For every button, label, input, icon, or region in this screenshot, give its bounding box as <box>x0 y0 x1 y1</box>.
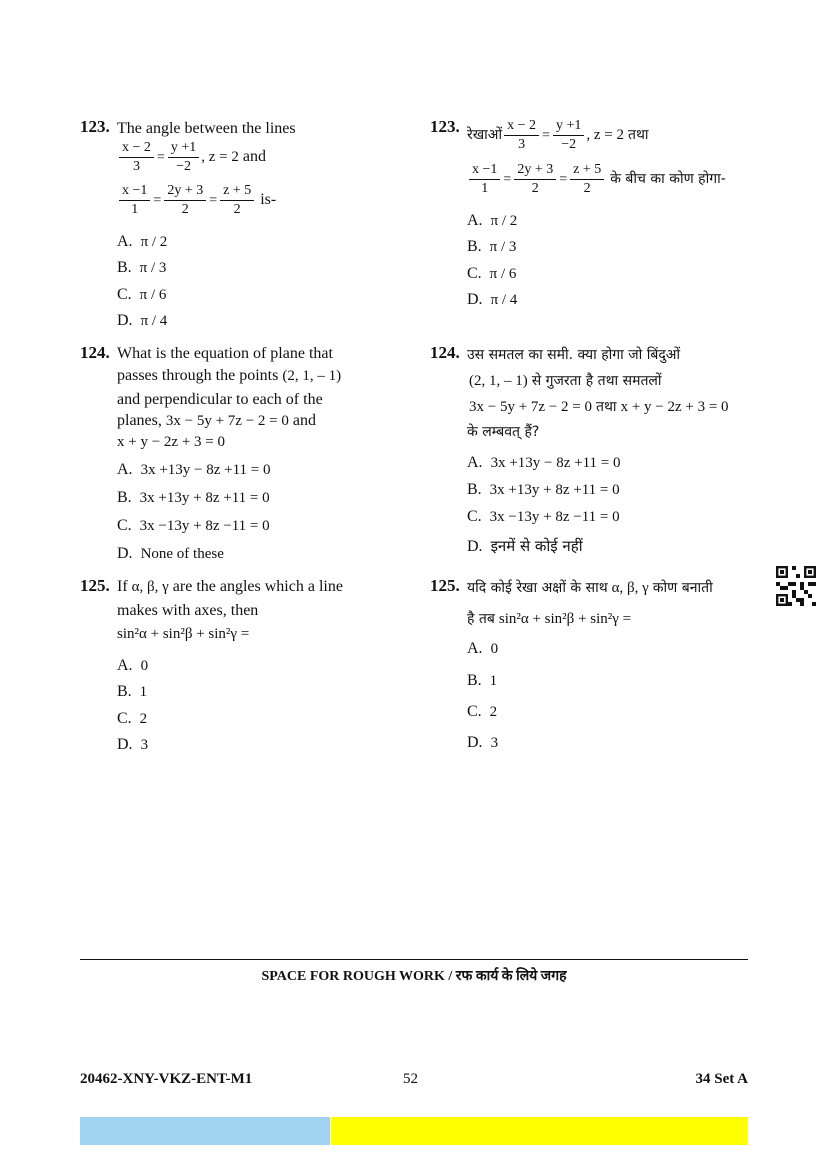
option-c[interactable] <box>117 286 166 304</box>
connector-text: is- <box>260 191 277 209</box>
question-text: The angle between the lines <box>117 120 296 137</box>
option-label: A. <box>117 461 133 478</box>
option-d[interactable] <box>117 312 167 330</box>
fraction <box>504 117 539 154</box>
question-text <box>117 412 316 430</box>
denominator: 2 <box>531 181 539 196</box>
fraction <box>164 182 206 219</box>
option-text: π / 3 <box>489 239 517 255</box>
option-a[interactable] <box>117 657 148 675</box>
option-label: C. <box>467 508 482 525</box>
plane-equation: 3x − 5y + 7z − 2 = 0 <box>469 399 592 415</box>
option-label: A. <box>467 454 483 471</box>
question-text <box>117 578 343 596</box>
greek-letters: α, β, γ <box>611 580 649 596</box>
question-text <box>467 609 631 628</box>
denominator: 1 <box>481 181 489 196</box>
option-text: 1 <box>489 673 498 689</box>
connector-text: and <box>292 412 316 429</box>
equation-line: $\frac{x -1}{1}$ = $\frac{2y + 3}{2}$ = $\frac{z + 5}{2}$ is- <box>117 182 276 219</box>
fraction <box>168 139 199 176</box>
point-coordinates: (2, 1, – 1) <box>469 373 528 389</box>
denominator: −2 <box>176 159 191 174</box>
option-text: π / 4 <box>140 313 168 329</box>
option-text: π / 2 <box>490 213 518 229</box>
numerator: z + 5 <box>570 161 604 180</box>
denominator: 1 <box>131 202 139 217</box>
question-text-part: से गुजरता है तथा समतलों <box>531 373 662 389</box>
equation-line: रेखाओं $\frac{x - 2}{3}$ = $\frac{y +1}{-2}$ , z = 2 तथा <box>467 118 649 152</box>
denominator: 2 <box>233 202 241 217</box>
denominator: 3 <box>132 159 140 174</box>
numerator: y +1 <box>168 139 199 158</box>
option-text: π / 4 <box>490 292 518 308</box>
option-d[interactable] <box>467 536 583 556</box>
option-text: π / 3 <box>139 260 167 276</box>
option-a[interactable] <box>467 640 498 658</box>
option-label: D. <box>117 312 133 329</box>
question-number: 123. <box>430 117 460 136</box>
paper-code: 20462-XNY-VKZ-ENT-M1 <box>80 1071 253 1087</box>
option-text: None of these <box>140 546 224 562</box>
question-text-part: If <box>117 578 128 595</box>
option-label: D. <box>467 291 483 308</box>
denominator: 2 <box>181 202 189 217</box>
option-label: C. <box>117 517 132 534</box>
question-number: 125. <box>80 576 110 595</box>
connector-text: तथा <box>596 399 617 415</box>
fraction <box>570 161 604 198</box>
option-text: 0 <box>490 641 499 657</box>
greek-letters: α, β, γ <box>131 579 169 595</box>
option-c[interactable] <box>467 703 497 721</box>
numerator: x −1 <box>469 161 500 180</box>
trig-expression: sin²α + sin²β + sin²γ = <box>498 611 632 627</box>
plane-equation: x + y − 2z + 3 = 0 <box>117 434 225 450</box>
option-c[interactable] <box>117 710 147 728</box>
option-b[interactable] <box>467 238 516 256</box>
question-text-part: कोण बनाती <box>652 580 713 596</box>
question-text-part: passes through the points <box>117 367 279 384</box>
fraction <box>220 182 254 219</box>
option-c[interactable] <box>467 508 620 526</box>
option-a[interactable] <box>117 233 167 251</box>
question-text: and perpendicular to each of the <box>117 391 323 408</box>
option-a[interactable] <box>467 454 621 472</box>
color-bar-yellow <box>331 1117 748 1145</box>
option-text: 3x +13y − 8z +11 = 0 <box>490 455 621 471</box>
option-b[interactable] <box>117 683 147 701</box>
option-label: B. <box>117 489 132 506</box>
numerator: x − 2 <box>504 117 539 136</box>
color-bar-blue <box>80 1117 330 1145</box>
option-label: C. <box>467 703 482 720</box>
option-label: C. <box>467 265 482 282</box>
option-label: B. <box>117 683 132 700</box>
question-text-part: यदि कोई रेखा अक्षों के साथ <box>467 580 608 596</box>
option-text: 3 <box>490 735 499 751</box>
numerator: 2y + 3 <box>164 182 206 201</box>
option-text: 3x +13y + 8z +11 = 0 <box>489 482 620 498</box>
option-b[interactable] <box>117 489 270 507</box>
question-text-part: planes, <box>117 412 162 429</box>
numerator: x − 2 <box>119 139 154 158</box>
numerator: x −1 <box>119 182 150 201</box>
denominator: 3 <box>518 137 526 152</box>
option-text: π / 2 <box>140 234 168 250</box>
option-text: π / 6 <box>489 266 517 282</box>
question-number: 124. <box>80 343 110 362</box>
plane-equation: x + y − 2z + 3 = 0 <box>620 399 729 415</box>
question-text: के लम्बवत् हैं? <box>467 424 540 440</box>
option-b[interactable] <box>467 481 620 499</box>
question-text <box>469 397 729 416</box>
option-text: 2 <box>139 711 148 727</box>
option-b[interactable] <box>467 672 497 690</box>
option-text: 3x −13y + 8z −11 = 0 <box>489 509 620 525</box>
option-label: D. <box>467 538 483 555</box>
z-value: , z = 2 <box>201 149 239 166</box>
equation-line: $\frac{x - 2}{3}$ = $\frac{y +1}{-2}$ , z = 2 and <box>117 139 266 176</box>
option-text: 1 <box>139 684 148 700</box>
equation-line: $\frac{x -1}{1}$ = $\frac{2y + 3}{2}$ = $\frac{z + 5}{2}$ के बीच का कोण होगा- <box>467 161 726 198</box>
option-d[interactable] <box>117 545 224 563</box>
option-text: 3 <box>140 737 149 753</box>
option-d[interactable] <box>467 734 498 752</box>
numerator: y +1 <box>553 117 584 136</box>
fraction <box>514 161 556 198</box>
question-text-part: है तब <box>467 611 495 627</box>
point-coordinates: (2, 1, – 1) <box>282 368 342 384</box>
option-label: C. <box>117 710 132 727</box>
question-number: 125. <box>430 576 460 595</box>
option-label: A. <box>467 212 483 229</box>
option-label: D. <box>117 545 133 562</box>
connector-text: and <box>242 148 266 166</box>
denominator: 2 <box>583 181 591 196</box>
option-text: π / 6 <box>139 287 167 303</box>
option-b[interactable] <box>117 259 166 277</box>
option-c[interactable] <box>467 265 516 283</box>
question-number: 124. <box>430 343 460 362</box>
option-a[interactable] <box>467 212 517 230</box>
option-label: B. <box>117 259 132 276</box>
option-label: B. <box>467 481 482 498</box>
option-c[interactable] <box>117 517 270 535</box>
question-text-part: के बीच का कोण होगा- <box>610 171 726 188</box>
option-text: 3x +13y − 8z +11 = 0 <box>140 462 271 478</box>
question-text <box>467 578 713 597</box>
rough-work-label: SPACE FOR ROUGH WORK / रफ कार्य के लिये जगह <box>261 969 567 984</box>
question-text <box>117 367 341 385</box>
option-text: इनमें से कोई नहीं <box>490 537 583 555</box>
divider-line <box>80 959 748 960</box>
connector-text: तथा <box>627 127 649 144</box>
option-text: 3x +13y + 8z +11 = 0 <box>139 490 270 506</box>
question-text: उस समतल का समी. क्या होगा जो बिंदुओं <box>467 347 681 363</box>
numerator: 2y + 3 <box>514 161 556 180</box>
question-text-part: are the angles which a line <box>172 578 343 595</box>
option-d[interactable] <box>117 736 148 754</box>
option-label: A. <box>467 640 483 657</box>
question-text: makes with axes, then <box>117 602 259 619</box>
option-text: 3x −13y + 8z −11 = 0 <box>139 518 270 534</box>
question-text: What is the equation of plane that <box>117 345 333 362</box>
option-d[interactable] <box>467 291 517 309</box>
set-label: 34 Set A <box>695 1071 748 1087</box>
option-text: 2 <box>489 704 498 720</box>
qr-code-icon <box>776 566 816 606</box>
option-label: B. <box>467 672 482 689</box>
plane-equation: 3x − 5y + 7z − 2 = 0 <box>165 413 289 429</box>
question-text-part: रेखाओं <box>467 127 503 144</box>
numerator: z + 5 <box>220 182 254 201</box>
fraction <box>553 117 584 154</box>
option-label: A. <box>117 233 133 250</box>
z-value: , z = 2 <box>586 127 624 144</box>
fraction <box>119 139 154 176</box>
fraction <box>119 182 150 219</box>
question-number: 123. <box>80 117 110 136</box>
option-label: A. <box>117 657 133 674</box>
fraction <box>469 161 500 198</box>
question-text <box>469 371 662 390</box>
option-label: D. <box>467 734 483 751</box>
trig-expression: sin²α + sin²β + sin²γ = <box>117 626 250 642</box>
option-label: C. <box>117 286 132 303</box>
option-a[interactable] <box>117 461 271 479</box>
option-text: 0 <box>140 658 149 674</box>
page-number: 52 <box>403 1071 418 1087</box>
option-label: D. <box>117 736 133 753</box>
denominator: −2 <box>561 137 577 152</box>
option-label: B. <box>467 238 482 255</box>
